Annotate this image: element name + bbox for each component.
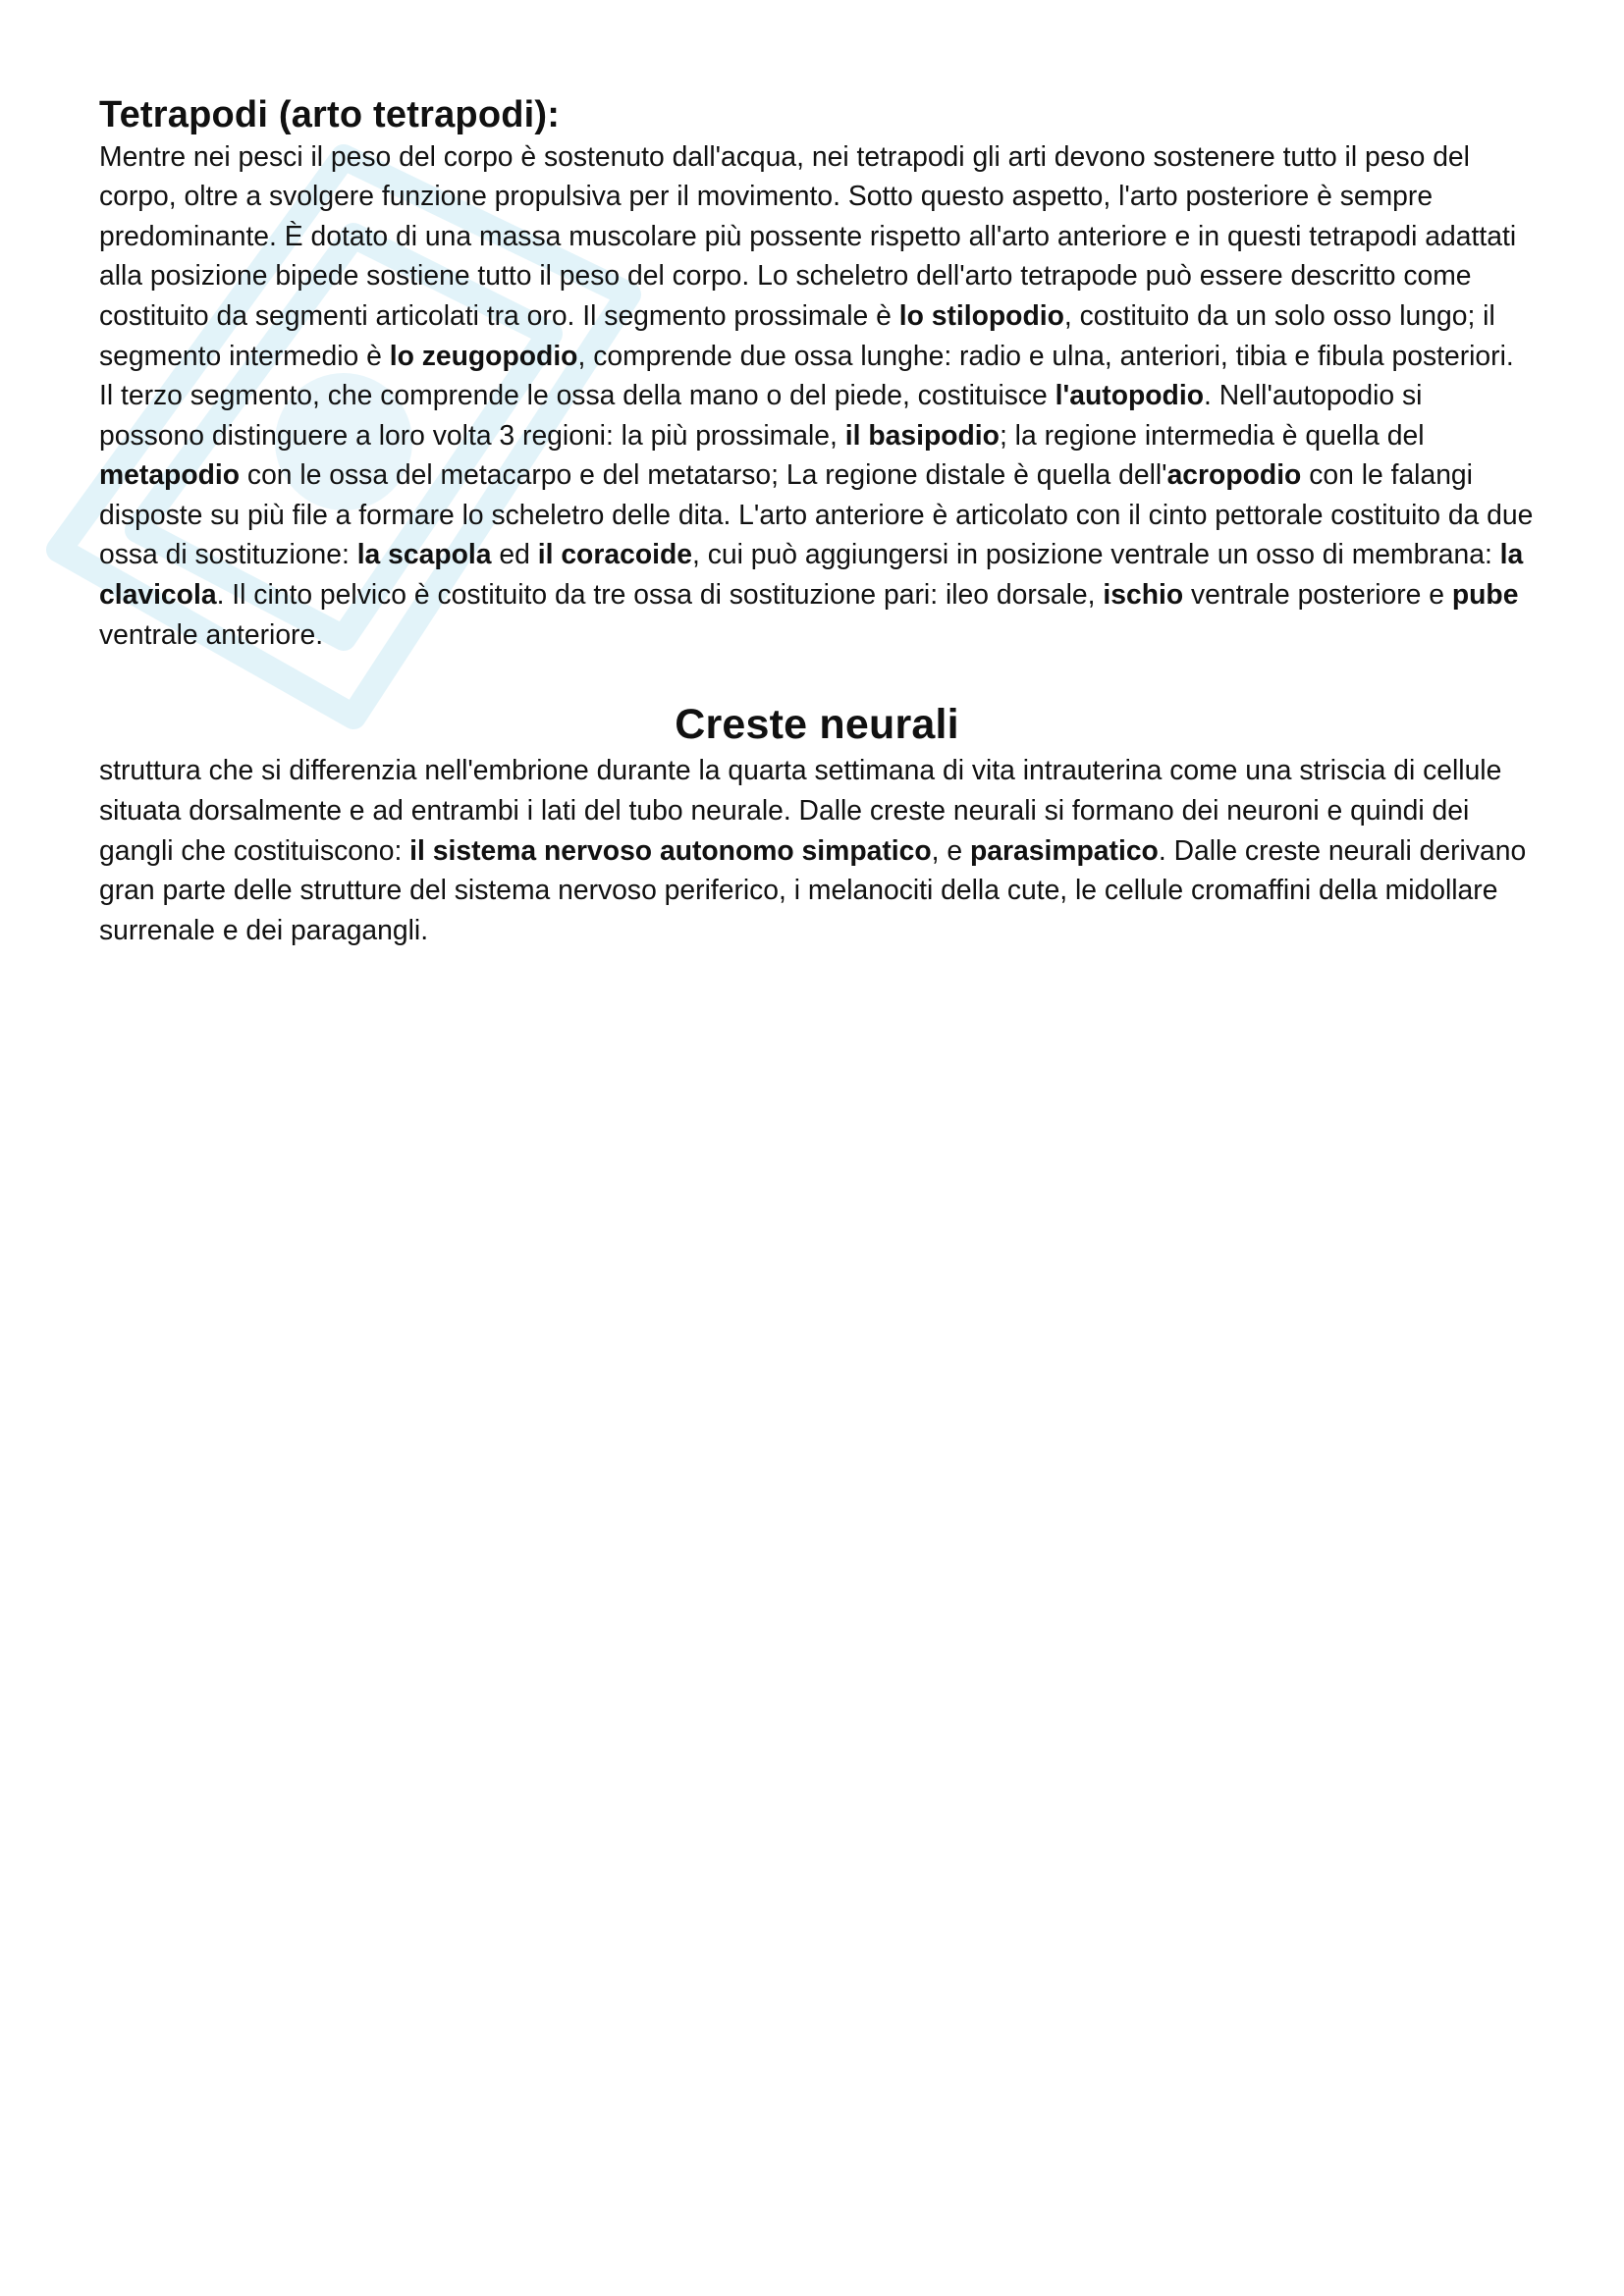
- paragraph-tetrapodi: [99, 136, 1535, 655]
- text-run: , e: [931, 833, 970, 866]
- text-run: con le falangi disposte su più file a formare lo scheletro delle dita. L'arto anteriore è articolato con il cinto pettorale costituito da due ossa di sostituzione:: [99, 458, 1534, 570]
- term-parasimpatico: parasimpatico: [969, 833, 1159, 866]
- text-run: Mentre nei pesci il peso del corpo è sostenuto dall'acqua, nei tetrapodi gli arti devono sostenere tutto il peso del corpo, oltre a svolgere funzione propulsiva per il movimento. Sotto questo aspetto, l'arto posteriore è sempre predominante. È dotato di una massa muscolare più possente rispetto all'arto anteriore e in questi tetrapodi adattati alla posizione bipede sostiene tutto il peso del corpo. Lo scheletro dell'arto tetrapode può essere descritto come costituito da segmenti articolati tra oro. Il segmento prossimale è: [99, 139, 1517, 331]
- text-run: . Nell'autopodio si possono distinguere a loro volta 3 regioni: la più prossimale,: [99, 379, 1423, 451]
- text-run: con le ossa del metacarpo e del metatarso; La regione distale è quella dell': [240, 458, 1167, 491]
- document-page: [99, 94, 1535, 949]
- text-run: . Dalle creste neurali derivano gran parte delle strutture del sistema nervoso periferico, i melanociti della cute, le cellule cromaffini della midollare surrenale e dei paragangli.: [99, 833, 1527, 945]
- term-autopodio: l'autopodio: [1055, 379, 1204, 411]
- term-ischio: ischio: [1103, 578, 1184, 611]
- text-run: , comprende due ossa lunghe: radio e ulna, anteriori, tibia e fibula posteriori. Il terzo segmento, che comprende le ossa della mano o del piede, costituisce: [99, 339, 1514, 411]
- paragraph-creste-neurali: [99, 750, 1535, 949]
- text-run: ed: [491, 538, 538, 570]
- term-scapola: la scapola: [356, 538, 492, 570]
- term-pube: pube: [1451, 578, 1519, 611]
- text-run: struttura che si differenzia nell'embrione durante la quarta settimana di vita intrauterina come una striscia di cellule situata dorsalmente e ad entrambi i lati del tubo neurale. Dalle creste neurali si formano dei neuroni e quindi dei gangli che costituiscono:: [99, 754, 1502, 866]
- text-run: ; la regione intermedia è quella del: [999, 418, 1425, 451]
- text-run: . Il cinto pelvico è costituito da tre ossa di sostituzione pari: ileo dorsale,: [216, 578, 1104, 611]
- section-title-creste-neurali: Creste neurali: [675, 701, 959, 749]
- text-run: , cui può aggiungersi in posizione ventrale un osso di membrana:: [692, 538, 1500, 570]
- text-run: ventrale anteriore.: [99, 617, 324, 650]
- term-simpatico: il sistema nervoso autonomo simpatico: [409, 833, 932, 866]
- term-coracoide: il coracoide: [537, 538, 692, 570]
- text-run: ventrale posteriore e: [1183, 578, 1452, 611]
- term-acropodio: acropodio: [1166, 458, 1302, 491]
- term-stilopodio: lo stilopodio: [898, 298, 1064, 331]
- text-run: , costituito da un solo osso lungo; il segmento intermedio è: [99, 298, 1495, 371]
- section-title-tetrapodi: Tetrapodi (arto tetrapodi):: [99, 94, 561, 135]
- term-basipodio: il basipodio: [844, 418, 1000, 451]
- term-metapodio: metapodio: [99, 458, 241, 491]
- term-zeugopodio: lo zeugopodio: [389, 339, 578, 371]
- term-clavicola: la clavicola: [99, 538, 1524, 611]
